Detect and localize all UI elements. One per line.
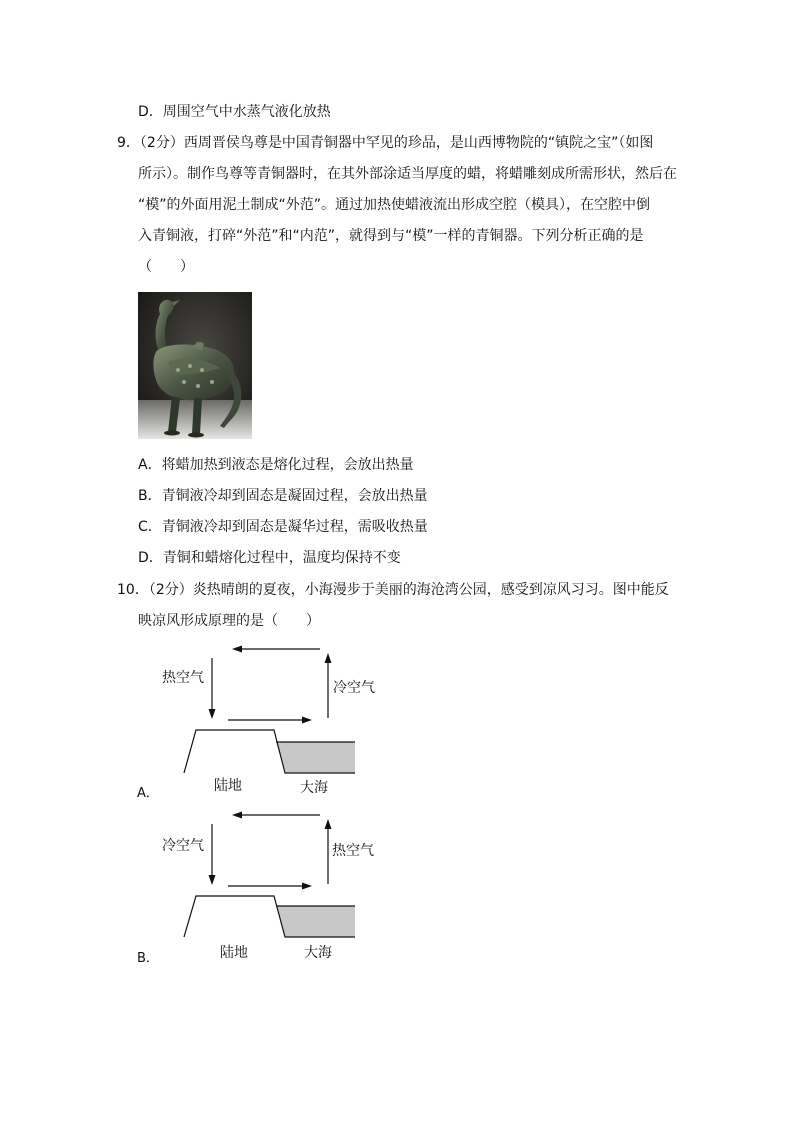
q9-stem-line-2: 所示）。制作鸟尊等青铜器时，在其外部涂适当厚度的蜡，将蜡雕刻成所需形状，然后在 [138,166,677,182]
left-air-label: 冷空气 [162,838,204,854]
bronze-bird-vessel-photo [138,292,252,439]
q9-option-a[interactable]: A．将蜡加热到液态是熔化过程，会放出热量 [138,457,414,473]
q9-stem-line-1: 9．（2分）西周晋侯鸟尊是中国青铜器中罕见的珍品，是山西博物院的“镇院之宝”（如图 [117,135,654,151]
bottom-arrow-head [302,717,312,724]
q10-stem-line-2: 映凉风形成原理的是（ ） [138,613,320,629]
q9-option-b[interactable]: B．青铜液冷却到固态是凝固过程，会放出热量 [138,488,428,504]
sea-fill [276,906,355,937]
land-label: 陆地 [220,945,248,961]
left-air-label: 热空气 [162,670,204,686]
diagram-a [150,640,375,800]
right-arrow-head [325,653,332,663]
sea-label: 大海 [300,780,328,796]
left-arrow-head [209,709,216,719]
land-label: 陆地 [214,778,242,794]
top-arrow-head [232,812,242,819]
right-arrow-head [325,819,332,829]
sea-fill [276,742,355,773]
q9-stem-line-5: （ ） [138,259,194,275]
prev-option-d: D．周围空气中水蒸气液化放热 [138,104,331,120]
top-arrow-head [232,646,242,653]
sea-label: 大海 [304,945,332,961]
q10-option-a-label: A． [137,786,159,801]
left-arrow-head [209,875,216,885]
bottom-arrow-head [302,883,312,890]
q10-stem-line-1: 10．（2分）炎热晴朗的夏夜，小海漫步于美丽的海沧湾公园，感受到凉风习习。图中能反 [117,582,669,598]
q10-option-b-label: B． [137,951,159,966]
right-air-label: 冷空气 [333,680,375,696]
diagram-b [150,806,374,966]
q9-stem-line-3: “模”的外面用泥土制成“外范”。通过加热使蜡液流出形成空腔（模具），在空腔中倒 [138,197,651,213]
q9-option-c[interactable]: C．青铜液冷却到固态是凝华过程，需吸收热量 [138,519,428,535]
q9-option-d[interactable]: D．青铜和蜡熔化过程中，温度均保持不变 [138,550,401,566]
q9-stem-line-4: 入青铜液，打碎“外范”和“内范”，就得到与“模”一样的青铜器。下列分析正确的是 [138,228,644,244]
right-air-label: 热空气 [332,843,374,859]
